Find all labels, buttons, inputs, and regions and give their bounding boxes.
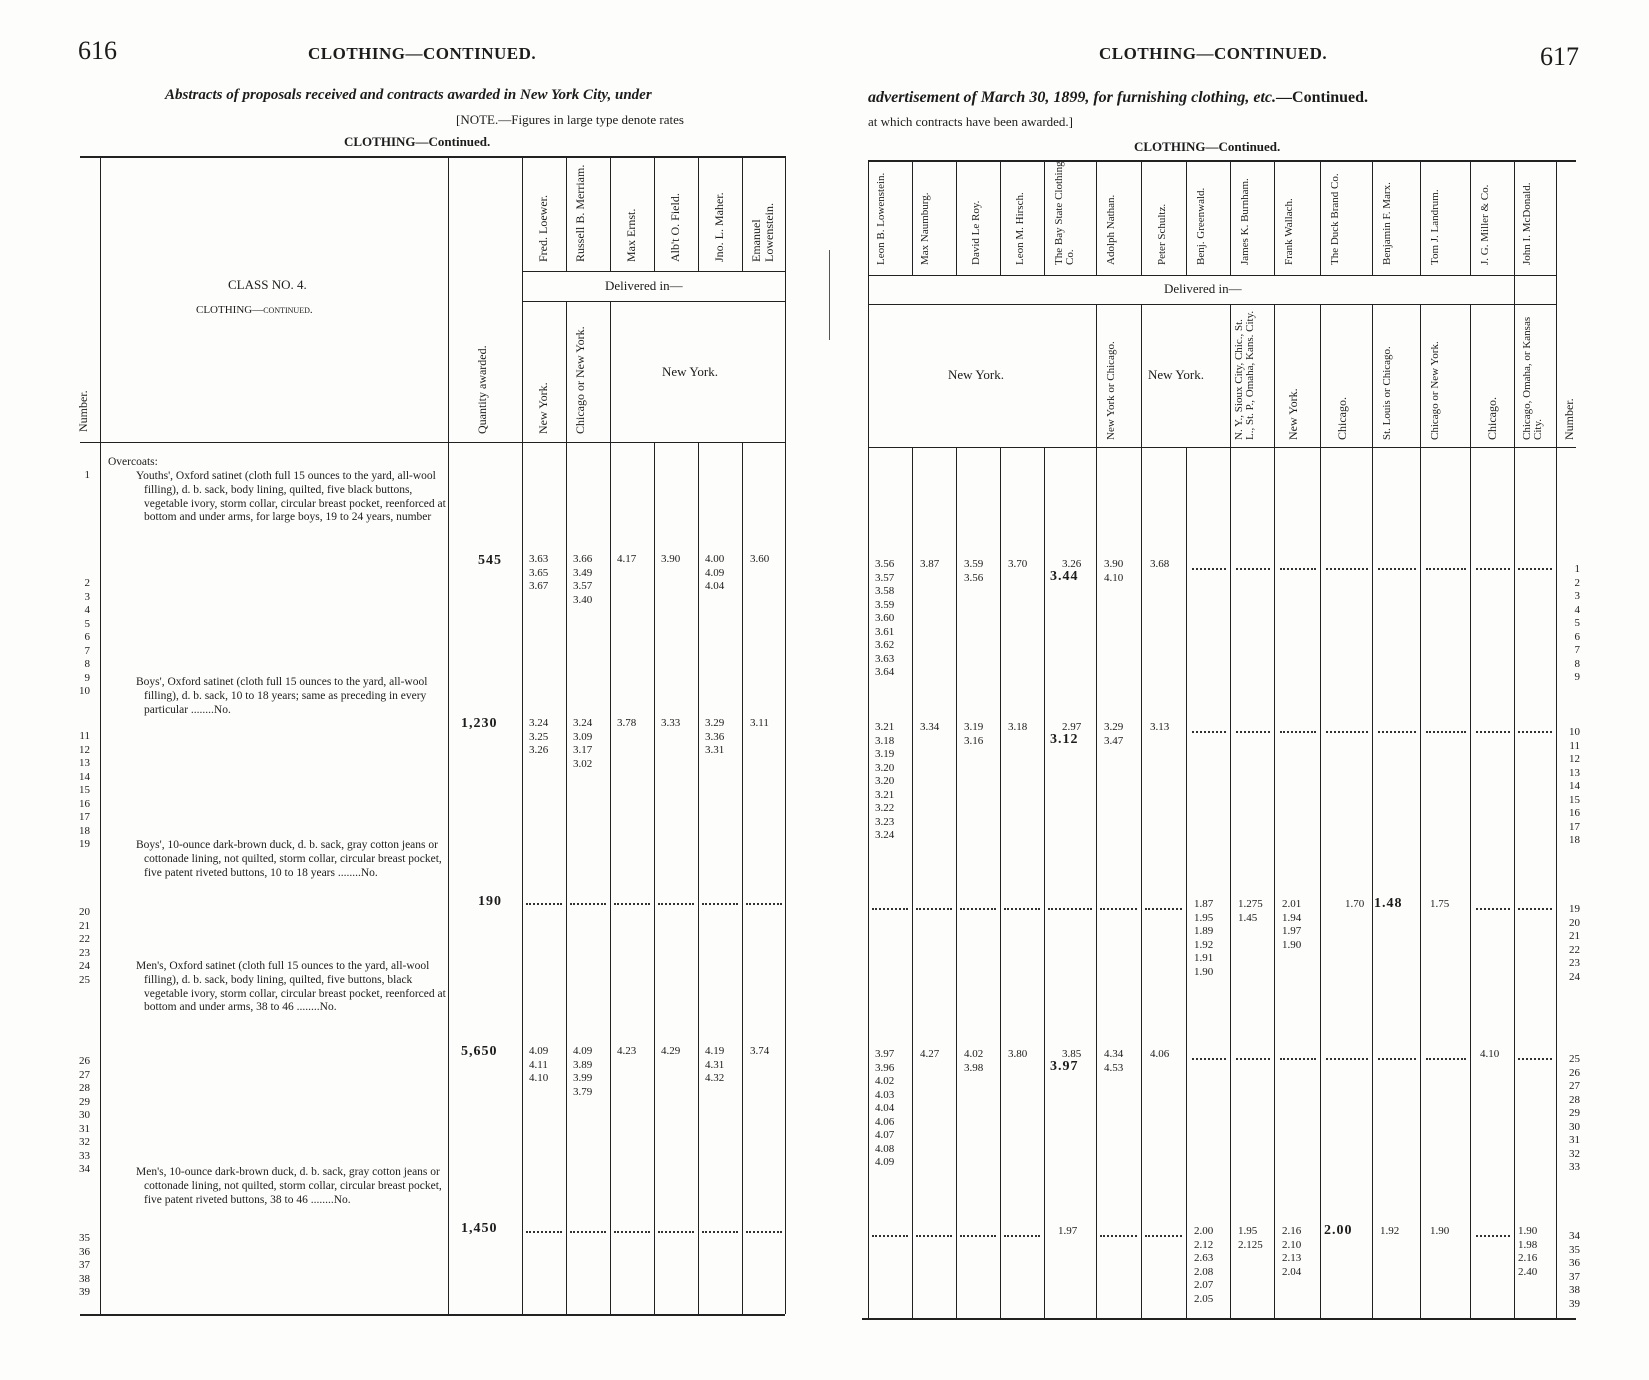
left-col-divider-b5 (698, 442, 699, 1314)
left-number-header: Number. (76, 390, 90, 432)
right-bid: 3.29 3.47 (1104, 721, 1124, 747)
right-bid: 2.00 2.12 2.63 2.08 2.07 2.05 (1194, 1225, 1214, 1305)
left-empty-dots (570, 903, 606, 905)
right-col-divider-1 (912, 447, 913, 1318)
right-bid: 3.80 (1008, 1048, 1028, 1060)
right-bid: 3.90 4.10 (1104, 558, 1124, 584)
right-col-divider-3-top (1000, 160, 1001, 275)
left-item-2-qty: 1,230 (461, 716, 498, 731)
right-location-9: Chicago. (1485, 397, 1499, 440)
right-bidder-2: Max Naumburg. (919, 192, 931, 265)
left-bid: 3.66 3.49 3.57 3.40 (573, 553, 593, 606)
left-bid: 4.23 (617, 1045, 637, 1057)
left-bid: 3.33 (661, 717, 681, 729)
left-item-5-qty: 1,450 (461, 1221, 498, 1236)
left-col-divider-b1 (522, 156, 523, 1314)
right-empty-dots (1280, 731, 1316, 733)
right-empty-dots (1518, 568, 1552, 570)
right-col-divider-3 (1000, 447, 1001, 1318)
left-note: [NOTE.—Figures in large type denote rates (456, 112, 684, 127)
right-awarded-rate: 1.48 (1374, 896, 1403, 911)
right-awarded-rate: 3.12 (1050, 732, 1079, 747)
right-empty-dots (1518, 908, 1552, 910)
right-empty-dots (1145, 908, 1182, 910)
left-col-divider-b4 (654, 442, 655, 1314)
right-bid: 2.97 (1062, 721, 1082, 733)
right-bid: 1.95 2.125 (1238, 1225, 1263, 1251)
right-delivered-rule-top (868, 275, 1556, 276)
left-table-top-rule (80, 156, 785, 158)
right-col-divider-8-top (1230, 160, 1231, 275)
right-bid: 1.87 1.95 1.89 1.92 1.91 1.90 (1194, 898, 1214, 978)
left-running-head: CLOTHING—CONTINUED. (308, 44, 537, 63)
right-row-numbers-4: 25 26 27 28 29 30 31 32 33 (1569, 1053, 1580, 1173)
left-location-1: New York. (536, 382, 550, 434)
right-location-6: Chicago. (1335, 397, 1349, 440)
right-empty-dots (916, 1235, 952, 1237)
left-row-numbers-3: 20 21 22 23 24 25 (79, 906, 90, 986)
right-col-divider-7 (1186, 447, 1187, 1318)
right-bidder-12: Benjamin F. Marx. (1381, 182, 1393, 265)
right-bid: 1.275 1.45 (1238, 898, 1263, 924)
right-bid: 4.10 (1480, 1048, 1500, 1060)
right-location-4: N. Y., Sioux City, Chic., St. L., St. P., Omaha, Kans. City. (1233, 310, 1256, 440)
left-empty-dots (658, 1231, 694, 1233)
right-bidder-14: J. G. Miller & Co. (1479, 184, 1491, 265)
right-empty-dots (1518, 731, 1552, 733)
left-bidder-1: Fred. Loewer. (536, 195, 550, 262)
right-table-bottom-rule (862, 1318, 1576, 1320)
right-bid: 3.68 (1150, 558, 1170, 570)
right-empty-dots (1145, 1235, 1182, 1237)
right-col-divider-13 (1470, 304, 1471, 1318)
left-bid: 3.60 (750, 553, 770, 565)
right-bid: 3.34 (920, 721, 940, 733)
right-empty-dots (1048, 908, 1092, 910)
left-empty-dots (614, 903, 650, 905)
right-awarded-rate: 2.00 (1324, 1223, 1353, 1238)
left-col-divider-b2 (566, 301, 567, 1314)
right-running-head: CLOTHING—CONTINUED. (1099, 44, 1328, 63)
left-bid: 4.00 4.09 4.04 (705, 553, 725, 592)
right-awarded-rate: 3.44 (1050, 569, 1079, 584)
right-bid: 2.01 1.94 1.97 1.90 (1282, 898, 1302, 951)
right-empty-dots (1426, 1058, 1466, 1060)
right-row-numbers-3: 19 20 21 22 23 24 (1569, 903, 1580, 983)
right-col-divider-14 (1514, 160, 1515, 1318)
right-col-divider-15 (1556, 160, 1557, 1318)
left-bid: 4.19 4.31 4.32 (705, 1045, 725, 1084)
right-bid: 1.90 (1430, 1225, 1450, 1237)
right-bidder-1: Leon B. Lowenstein. (875, 172, 887, 265)
left-empty-dots (526, 1231, 562, 1233)
right-bid: 4.27 (920, 1048, 940, 1060)
right-col-divider-10 (1320, 304, 1321, 1318)
right-bidder-9: James K. Burnham. (1239, 178, 1251, 265)
left-item-5-desc: Men's, 10-ounce dark-brown duck, d. b. sack, gray cotton jeans or cottonade lining, not quilted, storm collar, circular breast pocket, five patent riveted buttons, 38 to 46 ........No. (136, 1166, 442, 1206)
right-col-divider-12 (1420, 304, 1421, 1318)
right-bidder-4: Leon M. Hirsch. (1014, 192, 1026, 265)
right-bidder-3: David Le Roy. (970, 200, 982, 265)
right-bid: 3.56 3.57 3.58 3.59 3.60 3.61 3.62 3.63 3.64 (875, 558, 895, 678)
right-empty-dots (1004, 1235, 1040, 1237)
right-location-8: Chicago or New York. (1429, 341, 1441, 440)
left-col-divider-b3-top (610, 156, 611, 271)
right-bidder-5: The Bay State Clothing Co. (1053, 161, 1076, 265)
right-bid: 1.92 (1380, 1225, 1400, 1237)
right-col-divider-2-top (956, 160, 957, 275)
right-empty-dots (1378, 731, 1416, 733)
right-caption-plain: —Continued. (1276, 89, 1369, 106)
right-empty-dots (960, 1235, 996, 1237)
right-bid: 3.59 3.56 (964, 558, 984, 584)
right-col-divider-11 (1372, 304, 1373, 1318)
right-empty-dots (1236, 568, 1270, 570)
left-location-3: New York. (662, 364, 718, 379)
left-bid: 3.90 (661, 553, 681, 565)
right-bidder-7: Peter Schultz. (1156, 203, 1168, 265)
left-table-bottom-rule (80, 1314, 785, 1316)
right-delivered-rule-bottom (868, 304, 1556, 305)
right-empty-dots (1476, 1235, 1510, 1237)
right-empty-dots (1236, 1058, 1270, 1060)
right-empty-dots (1326, 731, 1368, 733)
right-bid: 3.85 (1062, 1048, 1082, 1060)
right-bidder-6: Adolph Nathan. (1105, 194, 1117, 265)
left-delivered-rule-top (522, 271, 785, 272)
right-col-divider-9 (1274, 304, 1275, 1318)
right-location-5: New York. (1286, 388, 1300, 440)
left-empty-dots (526, 903, 562, 905)
left-col-divider-qty (448, 156, 449, 1314)
right-col-divider-1-top (912, 160, 913, 275)
right-bid: 1.90 1.98 2.16 2.40 (1518, 1225, 1538, 1278)
left-col-divider-b5-top (698, 156, 699, 271)
left-empty-dots (702, 1231, 738, 1233)
right-col-divider-7-top (1186, 160, 1187, 275)
right-empty-dots (872, 1235, 908, 1237)
right-empty-dots (1326, 1058, 1368, 1060)
right-col-divider-4-top (1044, 160, 1045, 275)
left-bid: 3.24 3.25 3.26 (529, 717, 549, 756)
right-section-title: CLOTHING—Continued. (1134, 139, 1281, 154)
right-empty-dots (960, 908, 996, 910)
left-page-number: 616 (78, 36, 117, 65)
left-col-divider-b4-top (654, 156, 655, 271)
right-empty-dots (1192, 1058, 1226, 1060)
left-delivered-in: Delivered in— (605, 278, 683, 293)
right-empty-dots (1426, 568, 1466, 570)
right-bidder-11: The Duck Brand Co. (1329, 173, 1341, 265)
left-item-2-desc: Boys', Oxford satinet (cloth full 15 ounces to the yard, all-wool filling), d. b. sack, 10 to 18 years; same as preceding in every particular ........No. (136, 676, 428, 716)
right-empty-dots (1476, 908, 1510, 910)
right-location-1: New York. (948, 367, 1004, 382)
right-bid: 3.13 (1150, 721, 1170, 733)
right-empty-dots (872, 908, 908, 910)
right-bid: 1.97 (1058, 1225, 1078, 1237)
right-empty-dots (1192, 731, 1226, 733)
left-empty-dots (570, 1231, 606, 1233)
left-bid: 3.24 3.09 3.17 3.02 (573, 717, 593, 770)
left-bid: 4.17 (617, 553, 637, 565)
left-delivered-rule-bottom (522, 301, 785, 302)
left-col-divider-b3-hdr (610, 301, 611, 442)
right-col-divider-6 (1141, 304, 1142, 1318)
left-empty-dots (702, 903, 738, 905)
left-qty-header: Quantity awarded. (475, 345, 489, 434)
left-bid: 4.09 3.89 3.99 3.79 (573, 1045, 593, 1098)
left-class-subtitle: CLOTHING—continued. (196, 304, 313, 316)
left-col-divider-number (100, 156, 101, 1314)
left-bidder-4: Alb't O. Field. (668, 193, 682, 262)
right-bid: 3.19 3.16 (964, 721, 984, 747)
right-col-divider-12-top (1420, 160, 1421, 275)
left-col-divider-end (785, 156, 786, 1314)
right-caption-italic: advertisement of March 30, 1899, for furnishing clothing, etc. (868, 89, 1277, 106)
left-bidder-2: Russell B. Merriam. (573, 164, 587, 262)
right-empty-dots (1280, 1058, 1316, 1060)
left-row-numbers-1: 1 2 3 4 5 6 7 8 9 10 (79, 469, 90, 697)
right-col-divider-11-top (1372, 160, 1373, 275)
right-empty-dots (1004, 908, 1040, 910)
left-col-divider-b3 (610, 442, 611, 1314)
left-section-heading: Overcoats: (108, 456, 158, 468)
right-col-divider-6-top (1141, 160, 1142, 275)
right-bid: 4.02 3.98 (964, 1048, 984, 1074)
right-caption (868, 89, 1368, 107)
gutter-mark (829, 250, 830, 340)
left-bidder-6: Emanuel Lowenstein. (749, 203, 776, 262)
left-item-1-qty: 545 (478, 553, 502, 568)
left-bid: 3.29 3.36 3.31 (705, 717, 725, 756)
left-empty-dots (614, 1231, 650, 1233)
left-empty-dots (658, 903, 694, 905)
right-bid: 1.75 (1430, 898, 1450, 910)
left-row-numbers-4: 26 27 28 29 30 31 32 33 34 (79, 1055, 90, 1175)
right-empty-dots (1378, 1058, 1416, 1060)
right-col-divider-13-top (1470, 160, 1471, 275)
right-empty-dots (1378, 568, 1416, 570)
left-col-divider-b2-top (566, 156, 567, 271)
right-bidder-15: John I. McDonald. (1521, 182, 1533, 265)
left-col-divider-b6 (742, 442, 743, 1314)
right-empty-dots (1236, 731, 1270, 733)
right-page-number: 617 (1540, 42, 1579, 71)
right-location-2: New York or Chicago. (1105, 341, 1117, 440)
right-row-numbers-2: 10 11 12 13 14 15 16 17 18 (1569, 726, 1580, 846)
right-number-header: Number. (1562, 398, 1576, 440)
right-empty-dots (1326, 568, 1368, 570)
left-bid: 3.78 (617, 717, 637, 729)
right-row-numbers-1: 1 2 3 4 5 6 7 8 9 (1574, 563, 1580, 683)
left-bidder-5: Jno. L. Maher. (712, 192, 726, 262)
right-bidder-8: Benj. Greenwald. (1195, 187, 1207, 265)
right-empty-dots (1518, 1058, 1552, 1060)
right-note: at which contracts have been awarded.] (868, 114, 1074, 129)
right-bid: 3.18 (1008, 721, 1028, 733)
right-col-divider-5-top (1096, 160, 1097, 275)
right-empty-dots (1426, 731, 1466, 733)
left-item-4-qty: 5,650 (461, 1044, 498, 1059)
right-col-divider-10-top (1320, 160, 1321, 275)
right-bidder-10: Frank Wallach. (1283, 198, 1295, 265)
right-col-divider-0 (868, 160, 869, 1318)
left-item-4-desc: Men's, Oxford satinet (cloth full 15 ounces to the yard, all-wool filling), d. b. sack, body lining, quilted, five buttons, black vegetable ivory, storm collar, circular breast pocket, reenforced at bottom and under arms, 38 to 46 ........No. (136, 960, 446, 1014)
left-bid: 3.74 (750, 1045, 770, 1057)
left-bid: 4.09 4.11 4.10 (529, 1045, 549, 1084)
right-awarded-rate: 3.97 (1050, 1059, 1079, 1074)
left-bidder-3: Max Ernst. (624, 208, 638, 262)
left-empty-dots (746, 1231, 782, 1233)
right-col-divider-5 (1096, 304, 1097, 1318)
right-col-divider-8 (1230, 304, 1231, 1318)
left-location-2: Chicago or New York. (573, 326, 587, 434)
right-location-7: St. Louis or Chicago. (1381, 346, 1393, 440)
left-row-numbers-2: 11 12 13 14 15 16 17 18 19 (79, 730, 90, 850)
right-col-divider-2 (956, 447, 957, 1318)
right-empty-dots (1192, 568, 1226, 570)
right-delivered-in: Delivered in— (1164, 281, 1242, 296)
right-bid: 3.87 (920, 558, 940, 570)
right-empty-dots (1476, 731, 1510, 733)
right-bid: 1.70 (1345, 898, 1365, 910)
right-empty-dots (1100, 908, 1137, 910)
right-bid: 4.06 (1150, 1048, 1170, 1060)
right-bid: 4.34 4.53 (1104, 1048, 1124, 1074)
right-bidder-13: Tom J. Landrum. (1429, 189, 1441, 265)
left-item-3-desc: Boys', 10-ounce dark-brown duck, d. b. sack, gray cotton jeans or cottonade lining, not quilted, storm collar, circular breast pocket, five patent riveted buttons, 10 to 18 years ........No. (136, 839, 442, 879)
right-empty-dots (1100, 1235, 1137, 1237)
right-bid: 3.21 3.18 3.19 3.20 3.20 3.21 3.22 3.23 3.24 (875, 721, 895, 841)
left-caption: Abstracts of proposals received and contracts awarded in New York City, under (165, 87, 652, 103)
right-bid: 2.16 2.10 2.13 2.04 (1282, 1225, 1302, 1278)
right-empty-dots (1476, 568, 1510, 570)
right-col-divider-9-top (1274, 160, 1275, 275)
left-item-3-qty: 190 (478, 894, 502, 909)
right-location-10: Chicago, Omaha, or Kansas City. (1521, 316, 1544, 440)
right-bid: 3.70 (1008, 558, 1028, 570)
right-location-3: New York. (1148, 367, 1204, 382)
left-section-title: CLOTHING—Continued. (344, 134, 491, 149)
left-bid: 3.11 (750, 717, 769, 729)
right-row-numbers-5: 34 35 36 37 38 39 (1569, 1230, 1580, 1310)
left-empty-dots (746, 903, 782, 905)
left-item-1-desc: Youths', Oxford satinet (cloth full 15 ounces to the yard, all-wool filling), d. b. sack, body lining, quilted, five black buttons, vegetable ivory, storm collar, circular breast pocket, reenforced at bottom and under arms, for large boys, 19 to 24 years, number (136, 470, 446, 524)
right-empty-dots (1280, 568, 1316, 570)
right-col-divider-4 (1044, 447, 1045, 1318)
right-bid: 3.26 (1062, 558, 1082, 570)
left-class-title: CLASS NO. 4. (228, 277, 307, 292)
left-bid: 4.29 (661, 1045, 681, 1057)
left-row-numbers-5: 35 36 37 38 39 (79, 1232, 90, 1298)
right-bid: 3.97 3.96 4.02 4.03 4.04 4.06 4.07 4.08 4.09 (875, 1048, 895, 1168)
left-col-divider-b6-top (742, 156, 743, 271)
right-empty-dots (916, 908, 952, 910)
left-header-bottom-rule (80, 442, 785, 443)
left-bid: 3.63 3.65 3.67 (529, 553, 549, 592)
